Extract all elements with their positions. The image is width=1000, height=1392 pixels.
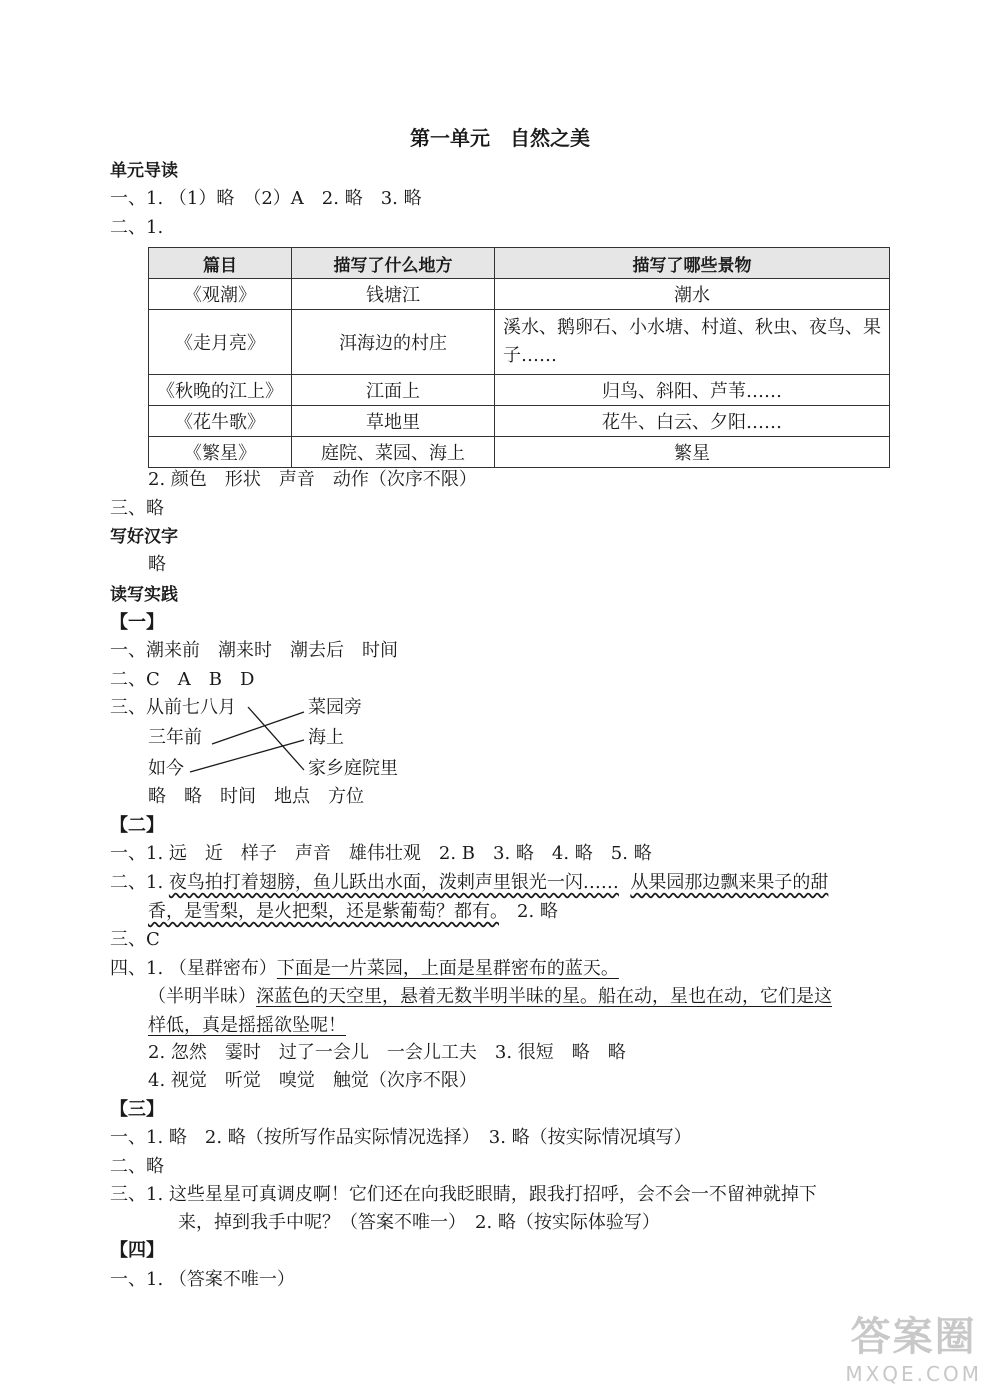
table-cell: 《花牛歌》 (149, 406, 292, 437)
answer-line (148, 1013, 346, 1039)
table-header: 篇目 (149, 248, 292, 279)
table-cell: 《秋晚的江上》 (149, 375, 292, 406)
table-cell: 《观潮》 (149, 279, 292, 310)
table-header: 描写了什么地方 (292, 248, 495, 279)
matching-right-item: 菜园旁 (308, 697, 362, 718)
answer-line (148, 984, 832, 1010)
answer-line: 一、1. 略 2. 略（按所写作品实际情况选择） 3. 略（按实际情况填写） (110, 1127, 692, 1148)
answer-line: 2. 忽然 霎时 过了一会儿 一会儿工夫 3. 很短 略 略 (148, 1042, 626, 1063)
answer-line: 三、略 (110, 498, 164, 519)
watermark-logo (845, 1305, 982, 1386)
underlined-sentence: 下面是一片菜园，上面是星群密布的蓝天。 (276, 958, 619, 979)
part-heading: 【三】 (110, 1099, 164, 1120)
table-cell: 归鸟、斜阳、芦苇…… (495, 375, 890, 406)
matching-right-item: 海上 (308, 727, 344, 748)
section-heading-unit-guide: 单元导读 (110, 161, 178, 181)
table-cell: 繁星 (495, 437, 890, 468)
wavy-underlined-sentence: 夜鸟拍打着翅膀，鱼儿跃出水面，泼剌声里银光一闪…… (168, 872, 619, 893)
part-heading: 【四】 (110, 1240, 164, 1261)
answer-prefix: 二、1. (110, 872, 169, 893)
answer-line: 略 (148, 554, 166, 575)
answer-prefix: （半明半昧） (148, 986, 256, 1007)
section-heading-writing: 写好汉字 (110, 527, 178, 547)
matching-left-item: 如今 (148, 758, 184, 779)
answer-line: 二、1. (110, 217, 164, 238)
matching-line (248, 707, 304, 770)
part-heading: 【一】 (110, 612, 164, 633)
table-cell: 潮水 (495, 279, 890, 310)
matching-line (212, 712, 304, 744)
answer-line: 来，掉到我手中呢？（答案不唯一） 2. 略（按实际体验写） (178, 1212, 660, 1233)
watermark-url: MXQE.COM (845, 1362, 982, 1386)
answer-line: 三、C (110, 929, 160, 950)
table-cell: 花牛、白云、夕阳…… (495, 406, 890, 437)
matching-left-item: 三年前 (148, 727, 202, 748)
answer-line (110, 956, 619, 982)
underlined-sentence: 深蓝色的天空里，悬着无数半明半昧的星。船在动，星也在动，它们是这 (256, 986, 832, 1007)
answer-line (148, 899, 558, 925)
answer-line: 4. 视觉 听觉 嗅觉 触觉（次序不限） (148, 1070, 477, 1091)
part-heading: 【二】 (110, 815, 164, 836)
matching-right-item: 家乡庭院里 (308, 758, 398, 779)
wavy-underlined-sentence: 从果园那边飘来果子的甜 (630, 872, 829, 893)
watermark-text: 答案圈 (850, 1314, 977, 1360)
answer-line: 一、潮来前 潮来时 潮去后 时间 (110, 640, 398, 661)
section-heading-practice: 读写实践 (110, 585, 178, 605)
matching-line (190, 740, 304, 772)
table-cell: 钱塘江 (292, 279, 495, 310)
matching-left-item: 三、从前七八月 (110, 697, 236, 718)
table-cell: 《走月亮》 (149, 310, 292, 375)
answer-line: 一、1. （1）略 （2）A 2. 略 3. 略 (110, 188, 422, 209)
page-title: 第一单元 自然之美 (410, 126, 590, 150)
table-header: 描写了哪些景物 (495, 248, 890, 279)
answer-prefix: 四、1. （星群密布） (110, 958, 277, 979)
answer-line (110, 870, 828, 896)
answer-line: 略 略 时间 地点 方位 (148, 786, 364, 807)
table-cell: 江面上 (292, 375, 495, 406)
answer-line: 二、略 (110, 1156, 164, 1177)
table-cell: 溪水、鹅卵石、小水塘、村道、秋虫、夜鸟、果子…… (495, 310, 890, 375)
wavy-underlined-sentence: 香，是雪梨，是火把梨，还是紫葡萄？都有。 (148, 901, 499, 922)
table-cell: 《繁星》 (149, 437, 292, 468)
answer-line: 2. 颜色 形状 声音 动作（次序不限） (148, 469, 477, 490)
answer-line: 一、1. 远 近 样子 声音 雄伟壮观 2. B 3. 略 4. 略 5. 略 (110, 843, 652, 864)
table-cell: 草地里 (292, 406, 495, 437)
answer-line: 二、C A B D (110, 669, 255, 690)
answer-line: 三、1. 这些星星可真调皮啊！它们还在向我眨眼睛，跟我打招呼，会不会一不留神就掉下 (110, 1184, 817, 1205)
answer-suffix: 2. 略 (499, 901, 558, 922)
underlined-sentence: 样低，真是摇摇欲坠呢！ (148, 1015, 346, 1036)
table-cell: 洱海边的村庄 (292, 310, 495, 375)
table-cell: 庭院、菜园、海上 (292, 437, 495, 468)
answer-line: 一、1. （答案不唯一） (110, 1269, 295, 1290)
